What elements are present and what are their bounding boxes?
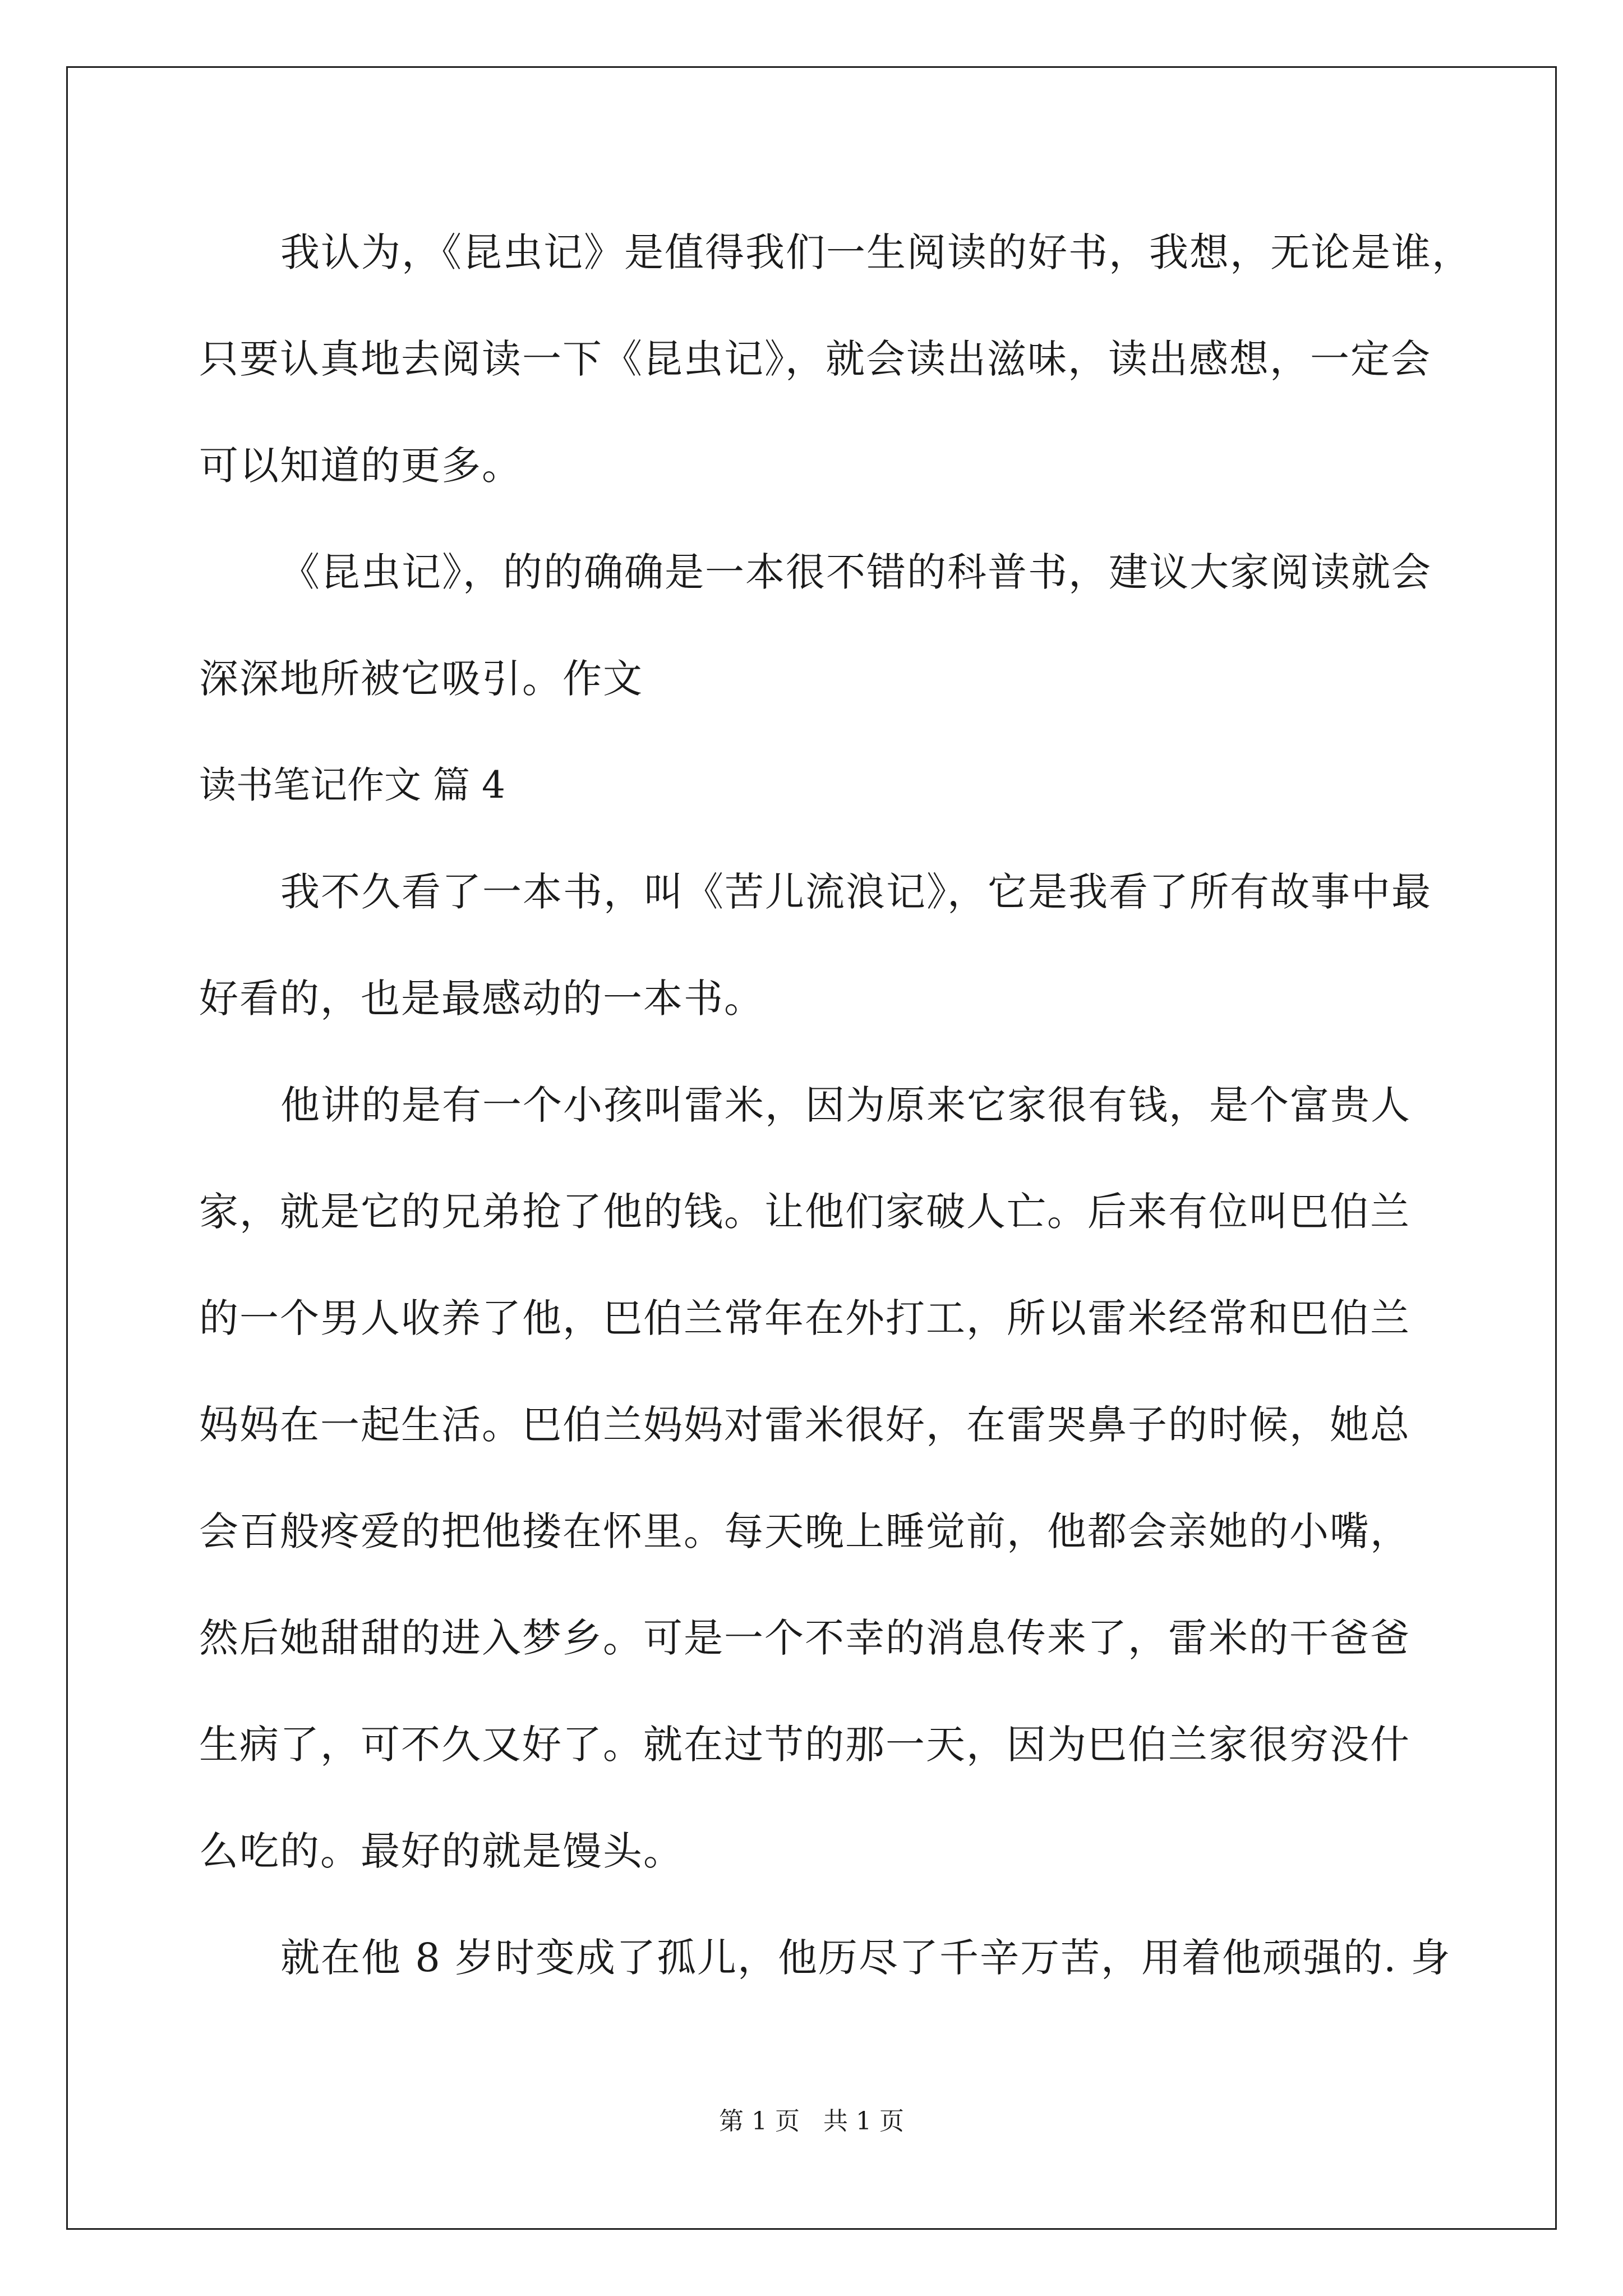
page-total: 共 1 页 [823,2107,904,2136]
page-footer [0,2105,1623,2138]
paragraph-1-line-2: 只要认真地去阅读一下《昆虫记》，就会读出滋味，读出感想，一定会 [199,336,1431,382]
section-paragraph-3-line-1: 就在他 8 岁时变成了孤儿，他历尽了千辛万苦，用着他顽强的. 身 [280,1935,1451,1981]
paragraph-1-line-1: 我认为，《昆虫记》是值得我们一生阅读的好书，我想，无论是谁， [280,229,1472,275]
section-paragraph-2-line-5: 会百般疼爱的把他搂在怀里。每天晚上睡觉前，他都会亲她的小嘴， [199,1508,1410,1554]
paragraph-1-line-3: 可以知道的更多。 [199,443,522,489]
section-paragraph-2-line-1: 他讲的是有一个小孩叫雷米，因为原来它家很有钱，是个富贵人 [280,1082,1411,1128]
page-number: 第 1 页 [719,2107,800,2136]
section-heading: 读书笔记作文 篇 4 [199,763,505,807]
page-border [66,66,1557,2230]
paragraph-2-line-1: 《昆虫记》，的的确确是一本很不错的科普书，建议大家阅读就会 [280,549,1432,595]
section-paragraph-1-line-1: 我不久看了一本书，叫《苦儿流浪记》，它是我看了所有故事中最 [280,869,1432,915]
section-paragraph-2-line-7: 生病了，可不久又好了。就在过节的那一天，因为巴伯兰家很穷没什 [199,1722,1410,1768]
section-paragraph-2-line-2: 家，就是它的兄弟抢了他的钱。让他们家破人亡。后来有位叫巴伯兰 [199,1189,1410,1235]
paragraph-2-line-2: 深深地所被它吸引。作文 [199,656,643,702]
section-paragraph-2-line-4: 妈妈在一起生活。巴伯兰妈妈对雷米很好，在雷哭鼻子的时候，她总 [199,1402,1410,1448]
section-paragraph-2-line-6: 然后她甜甜的进入梦乡。可是一个不幸的消息传来了，雷米的干爸爸 [199,1615,1410,1661]
section-paragraph-1-line-2: 好看的，也是最感动的一本书。 [199,976,764,1022]
section-paragraph-2-line-3: 的一个男人收养了他，巴伯兰常年在外打工，所以雷米经常和巴伯兰 [199,1295,1410,1341]
section-paragraph-2-line-8: 么吃的。最好的就是馒头。 [199,1828,684,1874]
